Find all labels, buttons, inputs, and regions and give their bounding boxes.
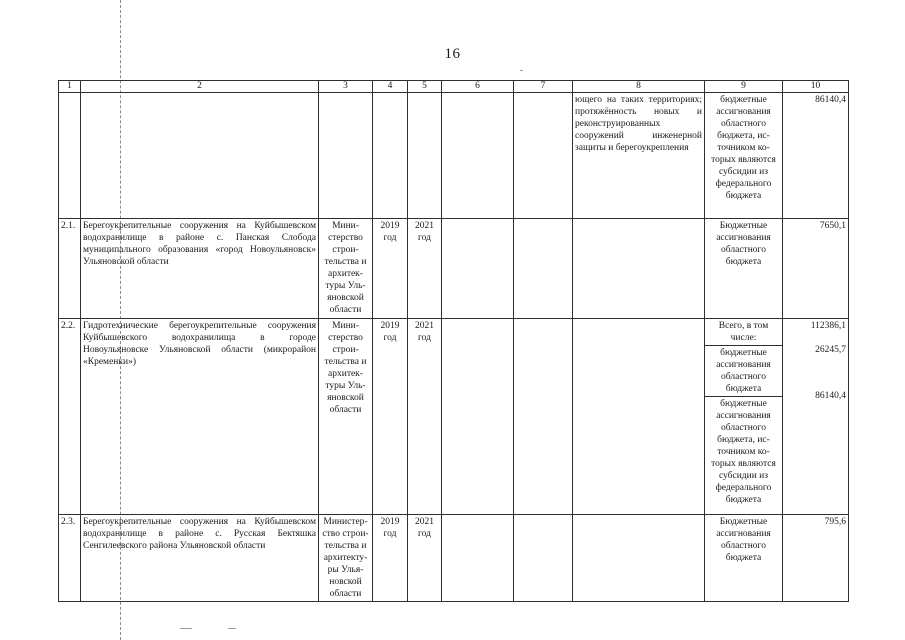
column-header: 4 bbox=[373, 81, 408, 93]
table-row bbox=[59, 93, 849, 219]
funding-source: Бюджетные ассигнования областного бюджета bbox=[705, 515, 783, 602]
column-header: 10 bbox=[783, 81, 849, 93]
executor bbox=[319, 93, 373, 219]
row-number bbox=[59, 93, 81, 219]
end-year: 2021 год bbox=[408, 219, 442, 319]
column-7-cell bbox=[514, 319, 573, 515]
funding-amount: 795,6 bbox=[783, 515, 849, 602]
column-6-cell bbox=[442, 319, 514, 515]
column-7-cell bbox=[514, 219, 573, 319]
table-row bbox=[59, 515, 849, 602]
funding-source: бюджетные ассигнования областного бюджета, источником которых являются субсидии из федерального бюджета bbox=[705, 93, 783, 219]
funding-source-group bbox=[705, 319, 783, 515]
object-name: Берегоукрепительные сооружения на Куйбышевском водохранилище в районе с. Русская Бектяшка Сенгилеевского района Ульяновской области bbox=[81, 515, 319, 602]
column-7-cell bbox=[514, 93, 573, 219]
funding-federal: бюджетные ассигнования областного бюджета, источником которых являются субсидии из федерального бюджета bbox=[705, 396, 782, 506]
amount-regional: 26245,7 bbox=[815, 345, 846, 355]
column-header: 8 bbox=[573, 81, 705, 93]
row-number: 2.3. bbox=[59, 515, 81, 602]
table-row bbox=[59, 219, 849, 319]
funding-amount: 7650,1 bbox=[783, 219, 849, 319]
scan-speck bbox=[180, 628, 192, 629]
start-year bbox=[373, 93, 408, 219]
scan-speck bbox=[228, 628, 236, 629]
table-row bbox=[59, 319, 849, 515]
column-header: 1 bbox=[59, 81, 81, 93]
column-header: 5 bbox=[408, 81, 442, 93]
program-table bbox=[58, 80, 849, 602]
funding-total-label: Всего, в том числе: bbox=[718, 321, 769, 343]
column-header: 7 bbox=[514, 81, 573, 93]
column-header: 2 bbox=[81, 81, 319, 93]
scan-speck bbox=[520, 70, 523, 71]
start-year: 2019 год bbox=[373, 515, 408, 602]
page-number: 16 bbox=[444, 46, 461, 62]
end-year bbox=[408, 93, 442, 219]
executor: Министерство строительства и архитектуры Ульяновской области bbox=[319, 219, 373, 319]
row-number: 2.2. bbox=[59, 319, 81, 515]
target-indicator bbox=[573, 515, 705, 602]
amount-total: 112386,1 bbox=[810, 321, 846, 331]
target-indicator bbox=[573, 319, 705, 515]
column-6-cell bbox=[442, 93, 514, 219]
column-7-cell bbox=[514, 515, 573, 602]
object-name: Берегоукрепительные сооружения на Куйбышевском водохранилище в районе с. Панская Слобода муниципального образования «город Новоульяновск» Ульяновской области bbox=[81, 219, 319, 319]
column-6-cell bbox=[442, 515, 514, 602]
column-header: 6 bbox=[442, 81, 514, 93]
column-header: 9 bbox=[705, 81, 783, 93]
end-year: 2021 год bbox=[408, 515, 442, 602]
start-year: 2019 год bbox=[373, 219, 408, 319]
object-name bbox=[81, 93, 319, 219]
target-indicator bbox=[573, 219, 705, 319]
object-name: Гидротехнические берегоукрепительные сооружения Куйбышевского водохранилища в городе Новоульяновске Ульяновской области (микрорайон «Кременки») bbox=[81, 319, 319, 515]
executor: Министерство строительства и архитектуры Ульяновской области bbox=[319, 319, 373, 515]
target-indicator: ющего на таких территориях; протяжённость новых и реконструированных сооружений инженерной защиты и берегоукрепления bbox=[573, 93, 705, 219]
column-6-cell bbox=[442, 219, 514, 319]
funding-regional: бюджетные ассигнования областного бюджета bbox=[705, 345, 782, 395]
funding-source: Бюджетные ассигнования областного бюджета bbox=[705, 219, 783, 319]
funding-amount: 86140,4 bbox=[783, 93, 849, 219]
end-year: 2021 год bbox=[408, 319, 442, 515]
row-number: 2.1. bbox=[59, 219, 81, 319]
start-year: 2019 год bbox=[373, 319, 408, 515]
column-header: 3 bbox=[319, 81, 373, 93]
funding-amount-group bbox=[783, 319, 849, 515]
amount-federal: 86140,4 bbox=[815, 391, 846, 401]
header-row bbox=[59, 81, 849, 93]
executor: Министерство строительства и архитектуры Ульяновской области bbox=[319, 515, 373, 602]
